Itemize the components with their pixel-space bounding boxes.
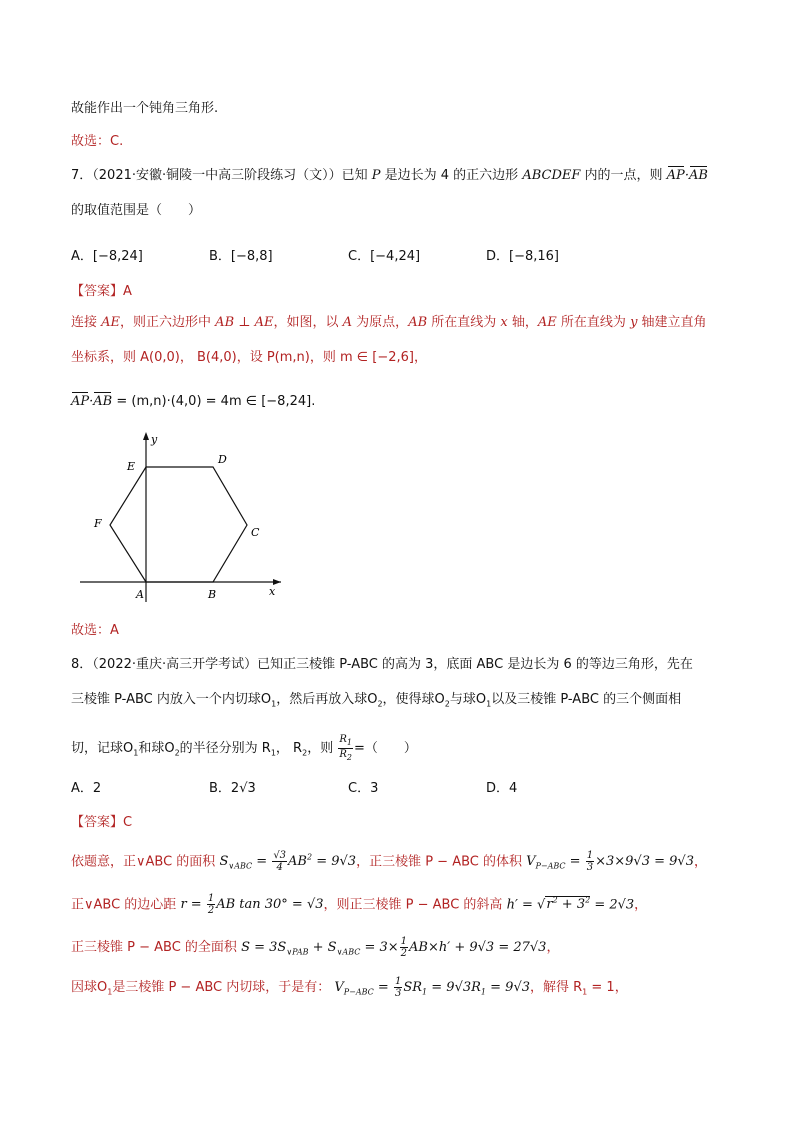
hexagon-figure <box>76 430 286 605</box>
q8-option-d: D．4 <box>486 781 518 796</box>
q8-stem-line1: 8．（2022·重庆·高三开学考试）已知正三棱锥 P-ABC 的高为 3，底面 ABC 是边长为 6 的等边三角形，先在 <box>71 657 693 672</box>
q8-answer: 【答案】C <box>71 815 133 830</box>
q7-answer: 【答案】A <box>71 284 132 299</box>
vertex-e-label: E <box>127 460 136 473</box>
q7-option-d: D．[−8,16] <box>486 249 559 264</box>
axis-y-label: y <box>151 433 158 446</box>
vertex-c-label: C <box>251 526 260 539</box>
q7-stem-line2: 的取值范围是（ ） <box>71 203 202 218</box>
vertex-a-label: A <box>136 588 144 601</box>
q7-option-a: A．[−8,24] <box>71 249 143 264</box>
q8-solution-line4: 因球$O_1$是三棱锥 P − ABC 内切球，于是有： $V_{P-ABC}$ = $\frac{1}{3}$ $SR_1 = 9√3R_1 = 9√3$，解得 $R_1 = 1$， <box>71 976 628 999</box>
q7-stem-line1: 7．（2021·安徽·铜陵一中高三阶段练习（文））已知 P 是边长为 4 的正六边形 ABCDEF 内的一点，则 AP·AB <box>71 168 708 183</box>
q7-solution-line2: 坐标系，则 A(0,0)， B(4,0)，设 P(m,n)，则 m ∈ [−2,6]， <box>71 350 427 365</box>
vertex-b-label: B <box>208 588 217 601</box>
q7-option-b: B．[−8,8] <box>209 249 273 264</box>
choose-line: 故选：C. <box>71 134 124 149</box>
q8-solution-line1: 依题意，正∨ABC 的面积 $S_{\vee ABC}$ = $\frac{√3}{4}$ $AB^2 = 9√3$，正三棱锥 P − ABC 的体积 $V_{P-ABC}$ = $\frac{1}{3}$ ×3×9√3 = 9√3， <box>71 850 707 874</box>
q8-solution-line3: 正三棱锥 P − ABC 的全面积 $S = 3S_{\vee PAB} + S_{\vee ABC} = 3\times$ $\frac{1}{2}$ AB×h′ + 9√3 = 27√3， <box>71 936 560 959</box>
q8-option-c: C．3 <box>348 781 379 796</box>
q8-solution-line2: 正∨ABC 的边心距 r = $\frac{1}{2}$ AB tan 30° = √3，则正三棱锥 P − ABC 的斜高 $h' = √r^2 + 3^2 = 2√3$， <box>71 893 648 917</box>
q8-stem-line2: 三棱锥 P-ABC 内放入一个内切球$O_1$，然后再放入球$O_2$，使得球$O_2$与球$O_1$以及三棱锥 P-ABC 的三个侧面相 <box>71 692 682 709</box>
vertex-d-label: D <box>218 453 227 466</box>
q8-option-b: B．2√3 <box>209 781 256 796</box>
q7-option-c: C．[−4,24] <box>348 249 421 264</box>
axis-x-label: x <box>269 585 276 598</box>
q7-choose: 故选：A <box>71 623 119 638</box>
q7-solution-line1: 连接 AE，则正六边形中 AB ⊥ AE，如图，以 A 为原点，AB 所在直线为 x 轴，AE 所在直线为 y 轴建立直角 <box>71 315 707 330</box>
q8-option-a: A．2 <box>71 781 102 796</box>
vertex-f-label: F <box>94 517 102 530</box>
q7-solution-line3: AP·AB = (m,n)·(4,0) = 4m ∈ [−8,24]. <box>71 394 316 409</box>
conclusion-line: 故能作出一个钝角三角形. <box>71 101 219 116</box>
q8-stem-line3: 切，记球$O_1$和球$O_2$的半径分别为 $R_1$， $R_2$，则 $\frac{R_1}{R_2}$ =（ ） <box>71 734 417 762</box>
